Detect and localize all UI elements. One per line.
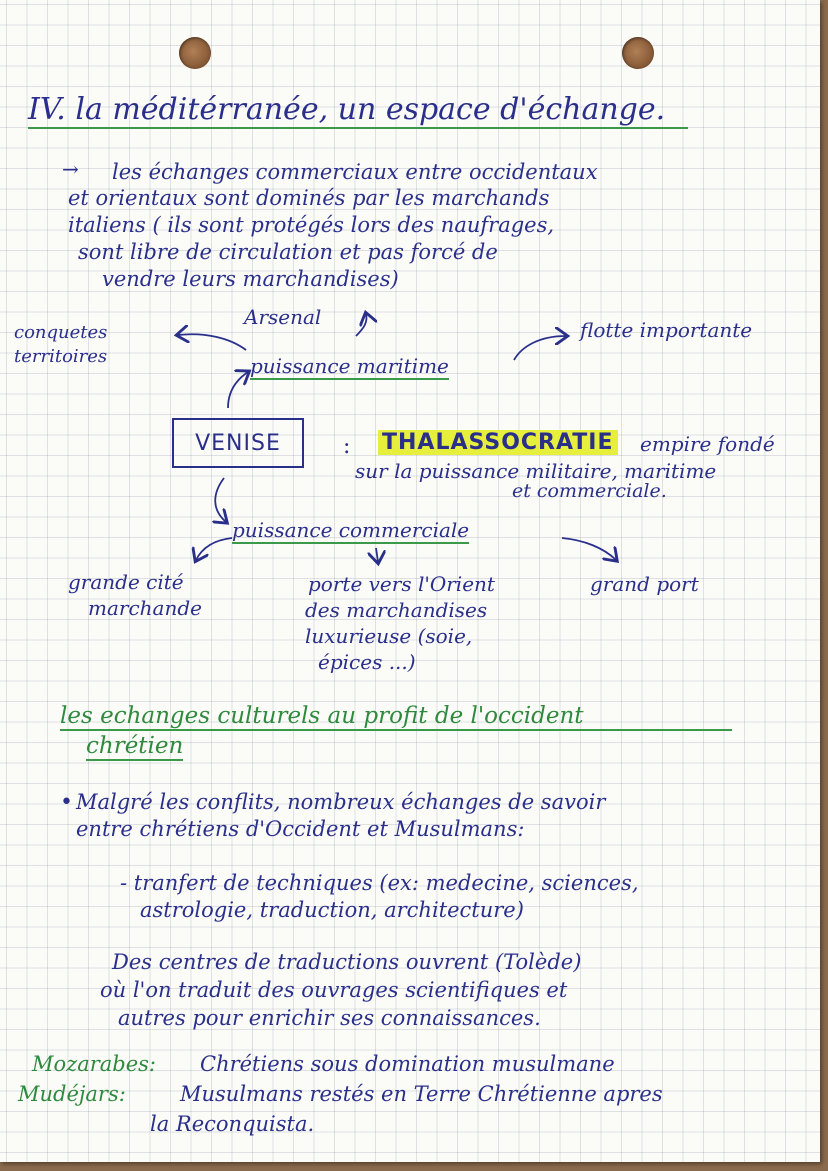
arrow-venise-to-commerciale [215,478,226,522]
node-cite-1: grande cité [68,570,184,594]
page-title: IV. la méditérranée, un espace d'échange. [28,92,688,129]
node-porte-1: porte vers l'Orient [308,572,495,596]
centres-line-1: Des centres de traductions ouvrent (Tolède) [112,950,582,974]
def-mudejars-2: la Reconquista. [150,1112,315,1136]
intro-line-4: sont libre de circulation et pas forcé de [78,240,498,264]
node-conquetes-2: territoires [14,346,108,367]
intro-bullet: → [62,157,79,181]
node-cite-2: marchande [88,596,202,620]
definition-line-3: et commerciale. [512,480,667,502]
culture-heading-1: les echanges culturels au profit de l'occident [60,703,732,731]
node-conquetes-1: conquetes [14,322,108,343]
node-porte-4: épices ...) [318,650,416,674]
definition-line-1: empire fondé [640,432,775,456]
arrow-to-porte [376,548,378,562]
centres-line-2: où l'on traduit des ouvrages scientifiques et [100,978,568,1002]
intro-line-3: italiens ( ils sont protégés lors des naufrages, [68,213,555,237]
node-puissance-commerciale: puissance commerciale [232,518,470,542]
term-mudejars: Mudéjars: [18,1082,126,1106]
culture-line-2: entre chrétiens d'Occident et Musulmans: [76,817,525,841]
arrow-to-conquetes [178,334,246,350]
arrow-venise-to-maritime [228,372,248,408]
culture-line-1: Malgré les conflits, nombreux échanges de savoir [76,790,606,814]
definition-line-2: sur la puissance militaire, maritime [355,459,717,483]
definition-colon: : [343,434,351,459]
node-puissance-maritime: puissance maritime [250,354,449,378]
arrow-to-port [562,538,616,560]
transfer-line-2: astrologie, traduction, architecture) [140,898,524,922]
intro-line-5: vendre leurs marchandises) [102,267,399,291]
venise-box: VENISE [172,418,304,468]
def-mozarabes: Chrétiens sous domination musulmane [200,1052,615,1076]
thalassocratie-highlight: THALASSOCRATIE [378,430,618,455]
arrow-to-flotte [514,336,566,360]
node-porte-2: des marchandises [305,598,488,622]
centres-line-3: autres pour enrichir ses connaissances. [118,1006,541,1030]
node-porte-3: luxurieuse (soie, [305,624,473,648]
intro-line-2: et orientaux sont dominés par les marchands [68,186,550,210]
culture-heading-2: chrétien [86,733,184,759]
arrow-to-arsenal [356,314,367,336]
def-mudejars-1: Musulmans restés en Terre Chrétienne apres [180,1082,663,1106]
node-grand-port: grand port [590,572,699,596]
culture-bullet: • [60,790,73,815]
node-arsenal: Arsenal [244,305,322,329]
arrow-to-cite [196,538,232,560]
term-mozarabes: Mozarabes: [32,1052,157,1076]
node-flotte: flotte importante [580,318,753,342]
transfer-line-1: - tranfert de techniques (ex: medecine, sciences, [120,871,639,895]
intro-line-1: les échanges commerciaux entre occidentaux [112,160,598,184]
